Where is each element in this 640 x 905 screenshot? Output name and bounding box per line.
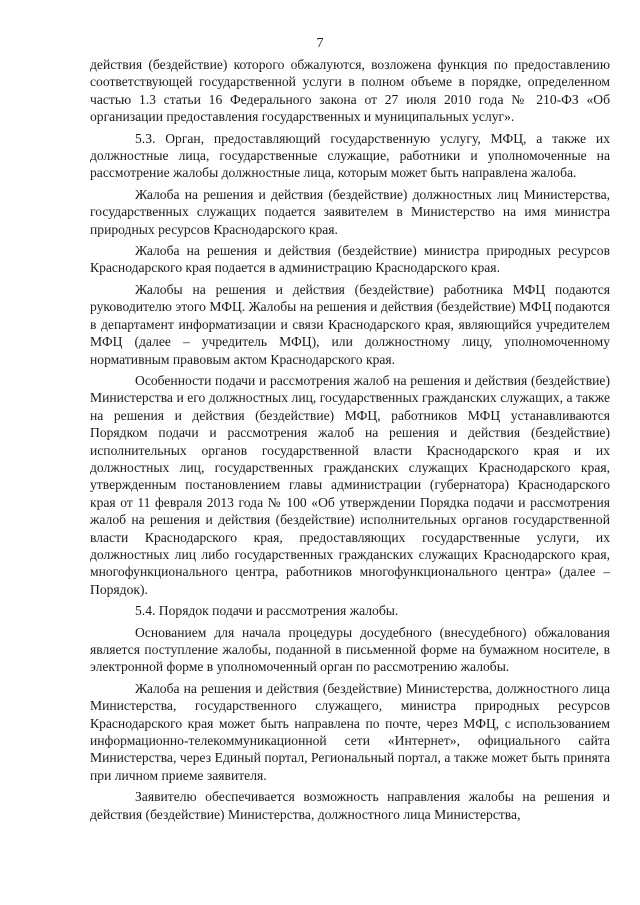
paragraph-complaint-mfc: Жалобы на решения и действия (бездействие) работника МФЦ подаются руководителю этого МФЦ. Жалобы на решения и действия (бездействие) МФЦ подаются в департамент информатизации и связи Краснодарского края, являющийся учредителем МФЦ (далее – учредитель МФЦ), или должностному лицу, уполномоченному нормативным правовым актом Краснодарского края. bbox=[90, 281, 610, 367]
paragraph-continuation: действия (бездействие) которого обжалуются, возложена функция по предоставлению соответствующей государственной услуги в полном объеме в порядке, определенном частью 1.3 статьи 16 Федерального закона от 27 июля 2010 года № 210-ФЗ «Об организации предоставления государственных и муниципальных услуг». bbox=[90, 57, 610, 125]
paragraph-5-4-heading: 5.4. Порядок подачи и рассмотрения жалобы. bbox=[135, 603, 399, 619]
paragraph-procedure-features: Особенности подачи и рассмотрения жалоб на решения и действия (бездействие) Министерства и его должностных лиц, государственных гражданских служащих, а также на решения и действия (бездействие) МФЦ, работников МФЦ устанавливаются Порядком подачи и рассмотрения жалоб на решения и действия (бездействие) исполнительных органов государственной власти Краснодарского края и их должностных лиц, государственных гражданских служащих Краснодарского края, утвержденным постановлением главы администрации (губернатора) Краснодарского края от 11 февраля 2013 года № 100 «Об утверждении Порядка подачи и рассмотрения жалоб на решения и действия (бездействие) исполнительных органов государственной власти Краснодарского края, предоставляющих государственные услуги, их должностных лиц либо государственных гражданских служащих Краснодарского края, многофункционального центра, работников многофункционального центра» (далее – Порядок). bbox=[90, 372, 610, 597]
paragraph-submission-channels: Жалоба на решения и действия (бездействие) Министерства, должностного лица Министерства, государственного служащего, министра природных ресурсов Краснодарского края может быть направлена по почте, через МФЦ, с использованием информационно-телекоммуникационной сети «Интернет», официального сайта Министерства, через Единый портал, Региональный портал, а также может быть принята при личном приеме заявителя. bbox=[90, 680, 610, 783]
paragraph-grounds: Основанием для начала процедуры досудебного (внесудебного) обжалования является поступление жалобы, поданной в письменной форме на бумажном носителе, в электронной форме в уполномоченный орган по рассмотрению жалобы. bbox=[90, 624, 610, 675]
paragraph-5-3-heading: 5.3. Орган, предоставляющий государственную услугу, МФЦ, а также их должностные лица, государственные служащие, работники и уполномоченные на рассмотрение жалобы должностные лица, которым может быть направлена жалоба. bbox=[90, 130, 610, 181]
paragraph-applicant-possibility: Заявителю обеспечивается возможность направления жалобы на решения и действия (бездействие) Министерства, должностного лица Министерства, bbox=[90, 789, 610, 822]
page-number: 7 bbox=[316, 36, 324, 51]
paragraph-complaint-ministry-officials: Жалоба на решения и действия (бездействие) должностных лиц Министерства, государственных служащих подается заявителем в Министерство на имя министра природных ресурсов Краснодарского края. bbox=[90, 186, 610, 237]
paragraph-complaint-minister: Жалоба на решения и действия (бездействие) министра природных ресурсов Краснодарского края подается в администрацию Краснодарского края. bbox=[90, 243, 610, 276]
document-body bbox=[90, 56, 610, 823]
